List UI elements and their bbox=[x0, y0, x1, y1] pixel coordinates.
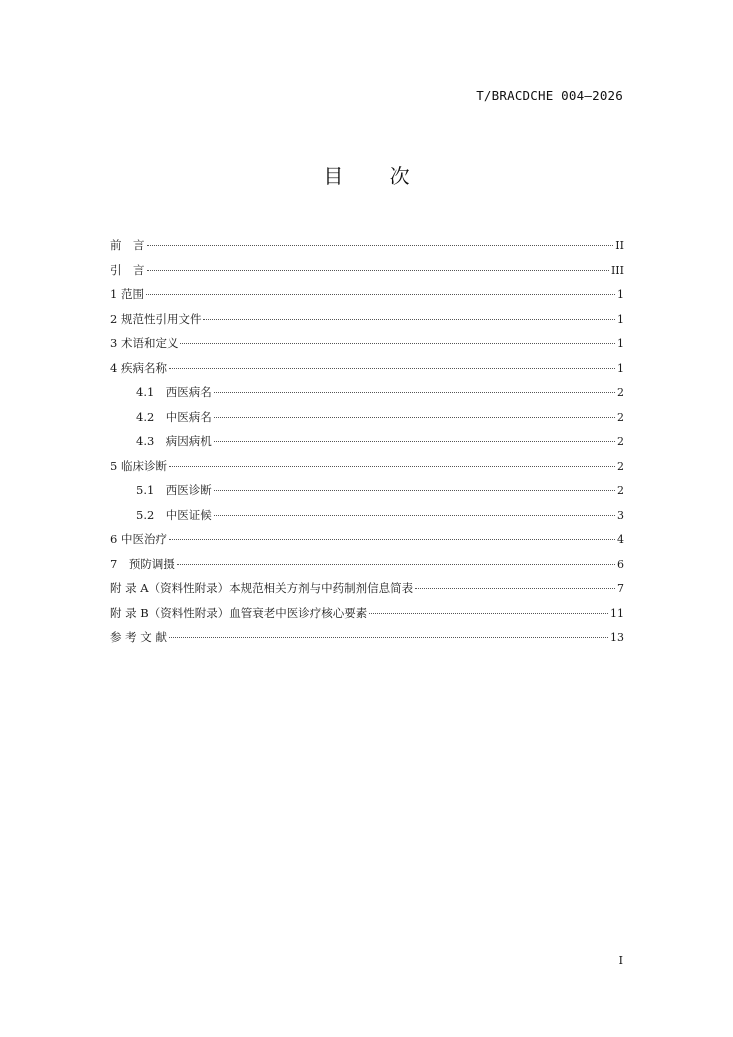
toc-entry-tcm-syndromes[interactable] bbox=[110, 507, 624, 532]
toc-entry-western-disease-name[interactable] bbox=[110, 384, 624, 409]
toc-entry-page: 2 bbox=[617, 435, 624, 448]
dot-leader bbox=[214, 440, 615, 442]
dot-leader bbox=[203, 318, 615, 320]
toc-entry-label: 参 考 文 献 bbox=[110, 630, 167, 644]
document-code: T/BRACDCHE 004—2026 bbox=[476, 88, 623, 103]
toc-entry-western-diagnosis[interactable] bbox=[110, 482, 624, 507]
toc-entry-page: III bbox=[610, 263, 624, 277]
dot-leader bbox=[369, 612, 608, 614]
toc-entry-page: 2 bbox=[617, 410, 624, 424]
toc-entry-page: 2 bbox=[617, 484, 624, 497]
page-number: I bbox=[618, 954, 623, 967]
toc-entry-label: 4.3 病因病机 bbox=[136, 434, 212, 448]
dot-leader bbox=[177, 563, 615, 565]
toc-entry-label: 附 录 B（资料性附录）血管衰老中医诊疗核心要素 bbox=[110, 605, 368, 620]
dot-leader bbox=[169, 367, 615, 369]
dot-leader bbox=[214, 489, 615, 491]
toc-entry-tcm-disease-name[interactable] bbox=[110, 409, 624, 434]
toc-entry-scope[interactable] bbox=[110, 286, 624, 311]
toc-entry-page: 1 bbox=[617, 312, 624, 326]
toc-entry-page: 1 bbox=[617, 337, 624, 350]
toc-entry-page: II bbox=[615, 239, 624, 252]
toc-entry-etiology-pathogenesis[interactable] bbox=[110, 433, 624, 458]
dot-leader bbox=[169, 465, 615, 467]
toc-entry-foreword[interactable] bbox=[110, 237, 624, 262]
table-of-contents bbox=[110, 237, 624, 654]
toc-entry-label: 3 术语和定义 bbox=[110, 336, 179, 350]
dot-leader bbox=[214, 391, 615, 393]
dot-leader bbox=[169, 538, 615, 540]
dot-leader bbox=[147, 269, 609, 271]
toc-entry-terms-definitions[interactable] bbox=[110, 335, 624, 360]
toc-entry-label: 2 规范性引用文件 bbox=[110, 311, 202, 326]
toc-entry-label: 前 言 bbox=[110, 238, 145, 252]
toc-entry-normative-references[interactable] bbox=[110, 311, 624, 336]
dot-leader bbox=[415, 587, 615, 589]
toc-entry-page: 1 bbox=[617, 361, 624, 375]
toc-entry-clinical-diagnosis[interactable] bbox=[110, 458, 624, 483]
toc-entry-label: 5 临床诊断 bbox=[110, 458, 167, 473]
dot-leader bbox=[214, 416, 615, 418]
toc-entry-label: 6 中医治疗 bbox=[110, 532, 167, 546]
toc-entry-tcm-treatment[interactable] bbox=[110, 531, 624, 556]
toc-entry-references[interactable] bbox=[110, 629, 624, 654]
toc-entry-introduction[interactable] bbox=[110, 262, 624, 287]
dot-leader bbox=[180, 342, 615, 344]
toc-entry-label: 5.2 中医证候 bbox=[136, 507, 212, 522]
toc-entry-page: 2 bbox=[617, 459, 624, 473]
toc-entry-appendix-b[interactable] bbox=[110, 605, 624, 630]
toc-title: 目 次 bbox=[323, 164, 430, 188]
toc-entry-page: 1 bbox=[617, 288, 624, 301]
toc-entry-label: 1 范围 bbox=[110, 287, 144, 301]
toc-entry-page: 11 bbox=[610, 606, 624, 620]
toc-entry-page: 4 bbox=[617, 533, 624, 546]
dot-leader bbox=[214, 514, 615, 516]
toc-entry-disease-names[interactable] bbox=[110, 360, 624, 385]
toc-entry-page: 6 bbox=[617, 557, 624, 571]
toc-entry-label: 附 录 A（资料性附录）本规范相关方剂与中药制剂信息简表 bbox=[110, 581, 414, 595]
toc-entry-label: 4.2 中医病名 bbox=[136, 409, 212, 424]
dot-leader bbox=[146, 293, 615, 295]
dot-leader bbox=[147, 244, 614, 246]
toc-entry-label: 4.1 西医病名 bbox=[136, 385, 212, 399]
toc-entry-page: 7 bbox=[617, 582, 624, 595]
toc-entry-label: 4 疾病名称 bbox=[110, 360, 167, 375]
toc-entry-prevention-care[interactable] bbox=[110, 556, 624, 581]
toc-entry-label: 7 预防调摄 bbox=[110, 556, 175, 571]
toc-entry-label: 5.1 西医诊断 bbox=[136, 483, 212, 497]
toc-entry-page: 2 bbox=[617, 386, 624, 399]
toc-entry-page: 3 bbox=[617, 508, 624, 522]
dot-leader bbox=[169, 636, 608, 638]
toc-entry-page: 13 bbox=[610, 631, 624, 644]
toc-entry-appendix-a[interactable] bbox=[110, 580, 624, 605]
toc-entry-label: 引 言 bbox=[110, 262, 145, 277]
